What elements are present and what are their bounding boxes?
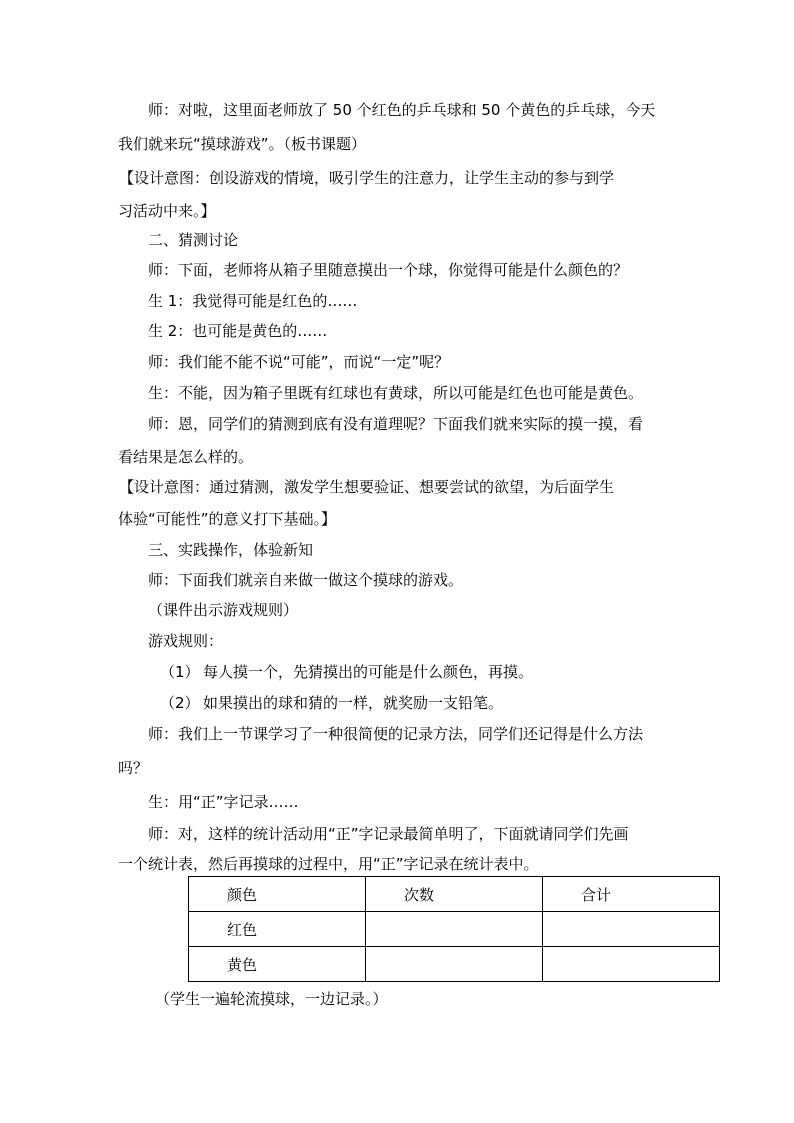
rule-1-text: 每人摸一个，先猜摸出的可能是什么颜色，再摸。 [203,663,534,681]
closing-note: （学生一遍轮流摸球，一边记录。） [155,990,388,1008]
student-answer-4: 生：用“正”字记录…… [148,793,299,811]
section-heading-practice: 三、实践操作，体验新知 [148,541,314,559]
student-answer-3: 生：不能，因为箱子里既有红球也有黄球，所以可能是红色也可能是黄色。 [148,384,644,402]
design-intent-2-line1: 【设计意图：通过猜测，激发学生想要验证、想要尝试的欲望，为后面学生 [119,478,615,496]
design-intent-2-line2: 体验“可能性”的意义打下基础。】 [118,510,337,528]
rule-2-text: 如果摸出的球和猜的一样，就奖励一支铅笔。 [203,694,504,712]
table-header-row [189,877,720,912]
teacher-question-5-line1: 师：我们上一节课学习了一种很简便的记录方法，同学们还记得是什么方法 [148,725,644,743]
teacher-statement-4: 师：下面我们就亲自来做一做这个摸球的游戏。 [148,571,464,589]
teacher-statement-6-line2: 一个统计表，然后再摸球的过程中，用“正”字记录在统计表中。 [118,855,539,873]
student-answer-2: 生 2：也可能是黄色的…… [148,322,328,340]
table-header-cell-count: 次数 [366,877,543,912]
teacher-question-2: 师：我们能不能不说“可能”，而说“一定”呢？ [148,353,450,371]
table-row [189,912,720,947]
table-cell-total-yellow [543,947,720,982]
student-answer-1: 生 1：我觉得可能是红色的…… [148,292,358,310]
table-header-cell-total: 合计 [543,877,720,912]
teacher-statement-6-line1: 师：对，这样的统计活动用“正”字记录最简单明了，下面就请同学们先画 [148,825,629,843]
courseware-note: （课件出示游戏规则） [148,601,299,619]
teacher-question-3-line2: 看结果是怎么样的。 [118,448,254,466]
rule-1-number: （1） [160,663,200,681]
statistics-table [188,876,720,982]
table-cell-total-red [543,912,720,947]
section-heading-guess: 二、猜测讨论 [148,231,239,249]
table-cell-count-red [366,912,543,947]
design-intent-1-line2: 习活动中来。】 [118,202,216,220]
paragraph-teacher-intro-line1: 师：对啦，这里面老师放了 50 个红色的乒乓球和 50 个黄色的乒乓球，今天 [148,101,656,119]
table-header-cell-color: 颜色 [189,877,366,912]
teacher-question-1: 师：下面，老师将从箱子里随意摸出一个球，你觉得可能是什么颜色的？ [148,261,629,279]
paragraph-teacher-intro-line2: 我们就来玩“摸球游戏”。（板书课题） [118,135,367,153]
table-cell-color-yellow: 黄色 [189,947,366,982]
rule-2-number: （2） [160,694,200,712]
teacher-question-5-line2: 吗？ [118,759,149,777]
table-cell-color-red: 红色 [189,912,366,947]
teacher-question-3-line1: 师：恩，同学们的猜测到底有没有道理呢？下面我们就来实际的摸一摸，看 [148,415,644,433]
table-row [189,947,720,982]
rules-title: 游戏规则： [148,632,224,650]
design-intent-1-line1: 【设计意图：创设游戏的情境，吸引学生的注意力，让学生主动的参与到学 [119,169,615,187]
table-cell-count-yellow [366,947,543,982]
